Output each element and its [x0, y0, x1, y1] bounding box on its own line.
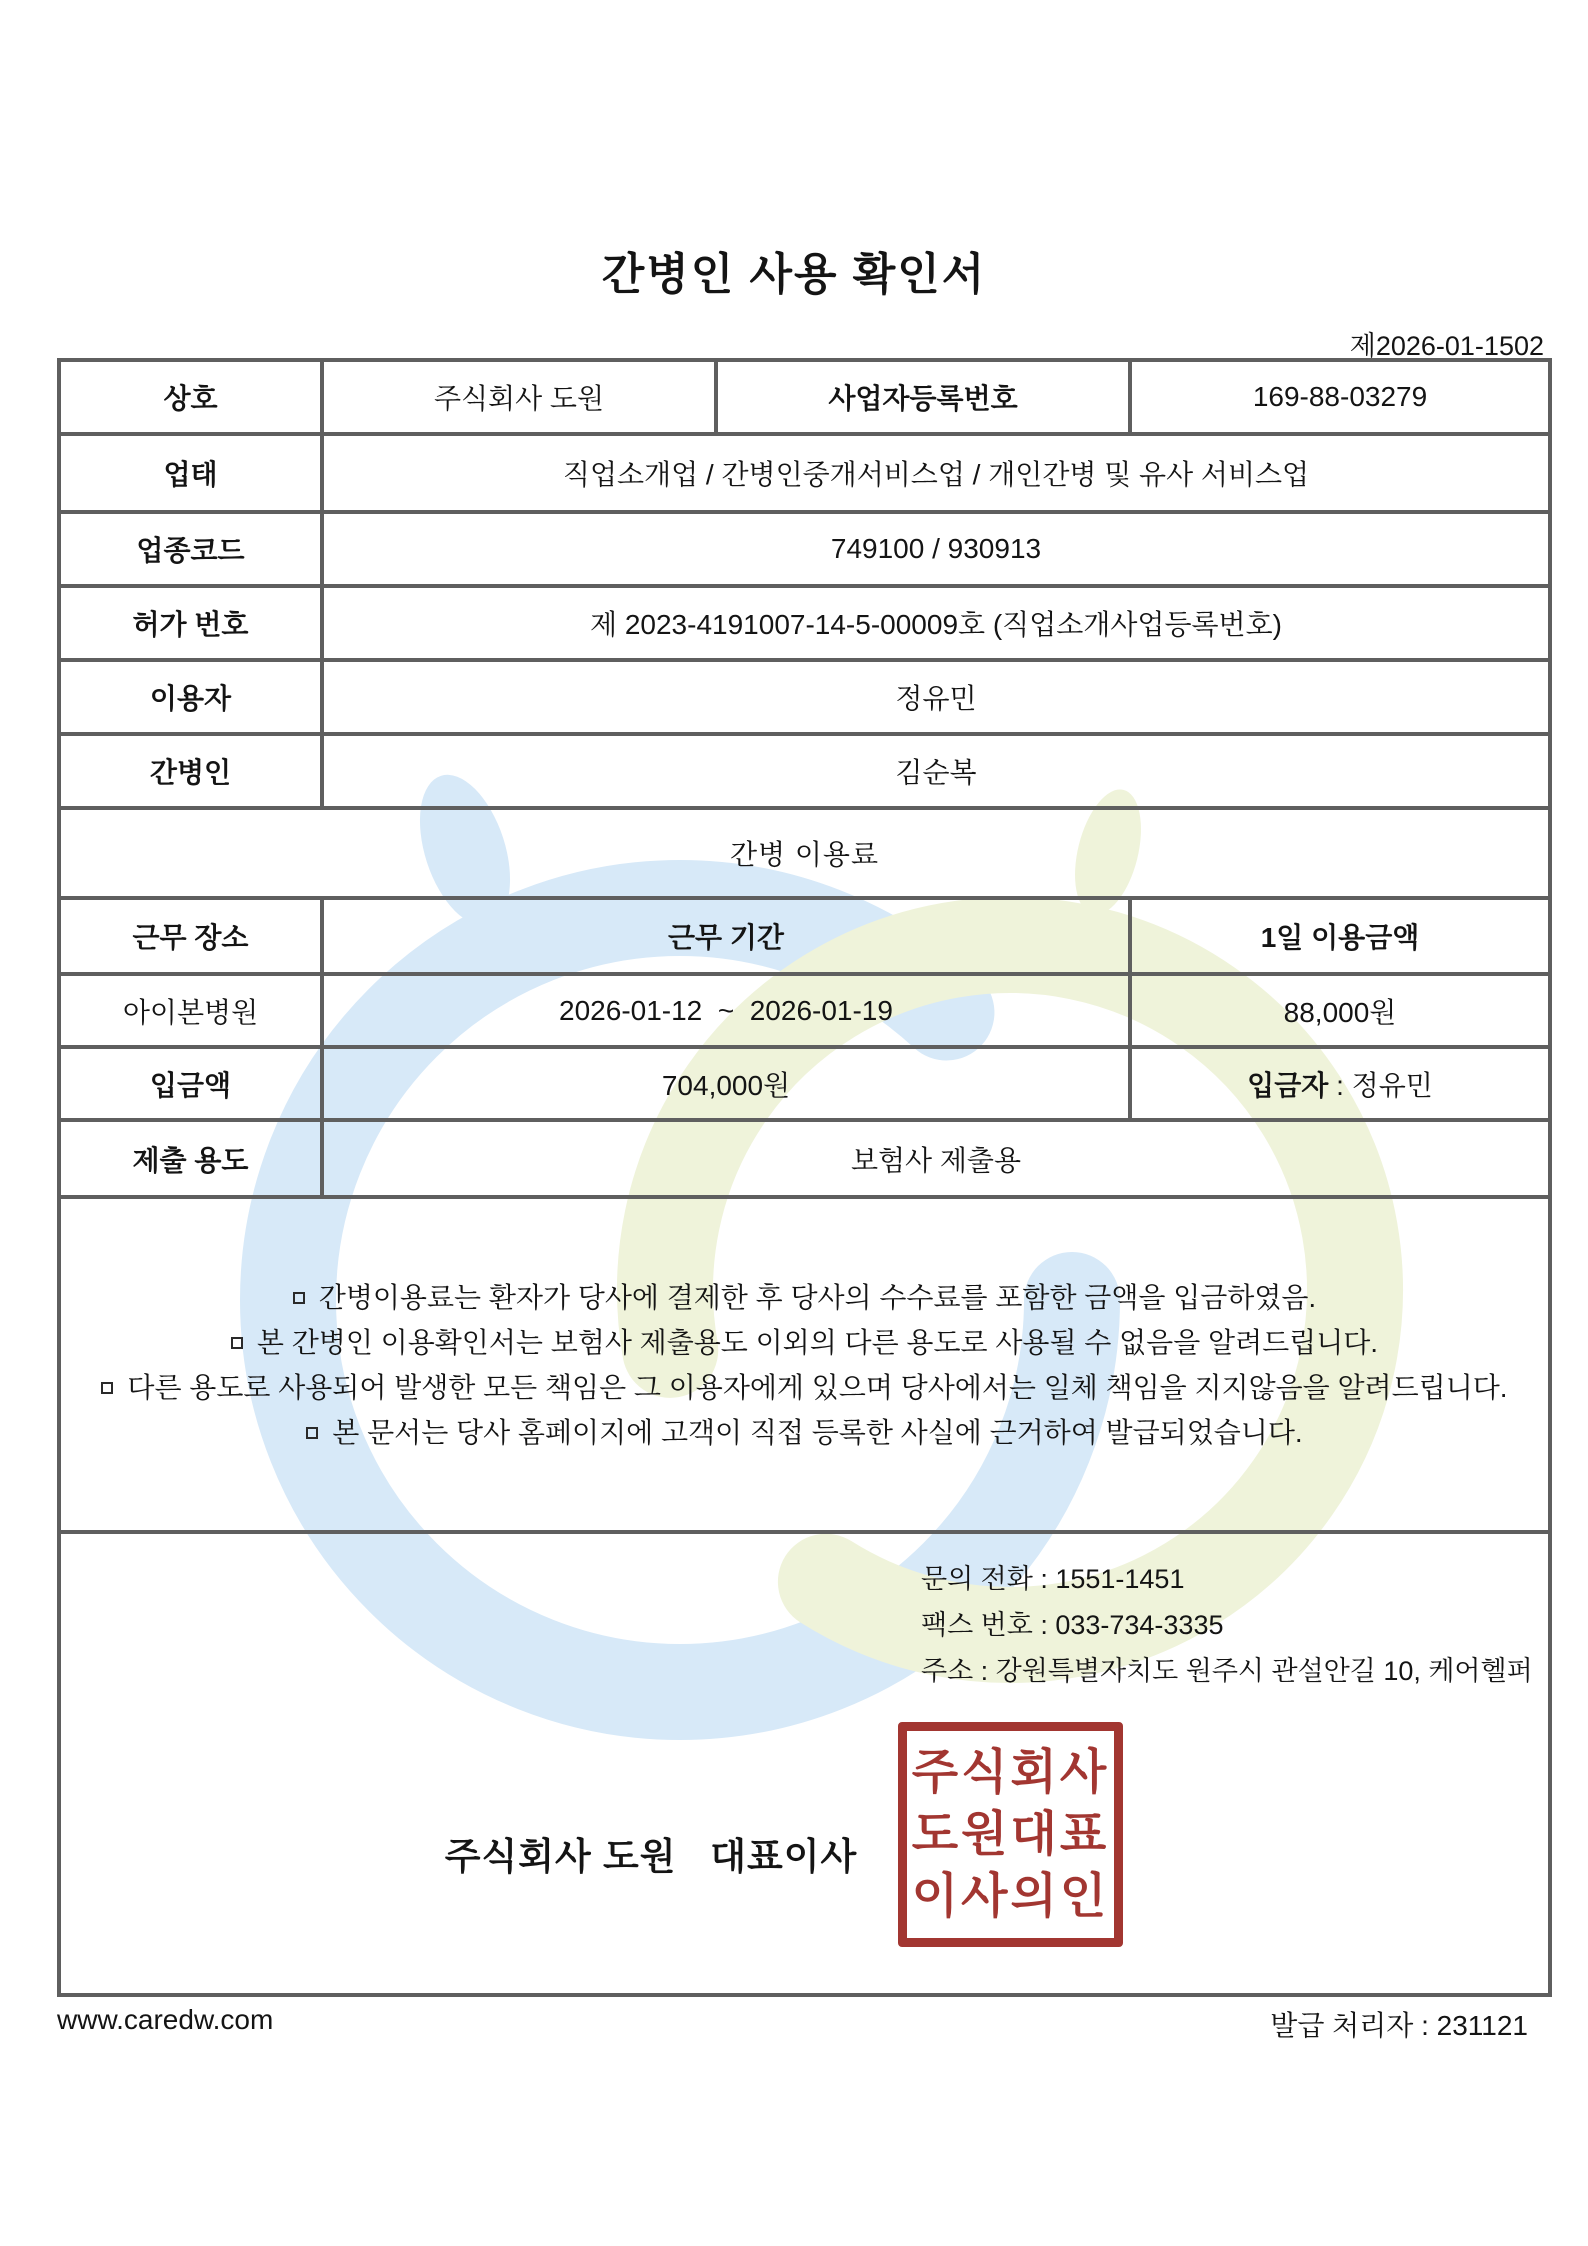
depositor-cell — [1130, 1047, 1550, 1120]
company-name-label: 상호 — [59, 360, 322, 434]
work-place-header: 근무 장소 — [59, 898, 322, 974]
issuer-id: 발급 처리자 : 231121 — [1270, 2010, 1528, 2041]
work-period-value: 2026-01-12 ~ 2026-01-19 — [322, 974, 1130, 1047]
table-row — [59, 434, 1550, 512]
stamp-line: 도원대표 — [911, 1807, 1110, 1861]
square-bullet-icon — [231, 1337, 243, 1349]
industry-code-label: 업종코드 — [59, 512, 322, 586]
table-row — [59, 808, 1550, 898]
table-row — [59, 512, 1550, 586]
stamp-line: 이사의인 — [911, 1869, 1110, 1923]
deposit-value: 704,000원 — [322, 1047, 1130, 1120]
depositor-value: : 정유민 — [1328, 1069, 1433, 1101]
depositor-label: 입금자 — [1247, 1069, 1329, 1101]
license-number-value: 제 2023-4191007-14-5-00009호 (직업소개사업등록번호) — [322, 586, 1550, 660]
table-row — [59, 1532, 1550, 1995]
purpose-label: 제출 용도 — [59, 1120, 322, 1197]
note-text: 본 간병인 이용확인서는 보험사 제출용도 이외의 다른 용도로 사용될 수 없음을 알려드립니다. — [256, 1326, 1379, 1358]
company-name-value: 주식회사 도원 — [322, 360, 716, 434]
table-row — [59, 586, 1550, 660]
note-item — [61, 1320, 1548, 1365]
contact-block — [921, 1556, 1533, 1694]
caregiver-label: 간병인 — [59, 734, 322, 808]
business-number-value: 169-88-03279 — [1130, 360, 1550, 434]
square-bullet-icon — [101, 1382, 113, 1394]
table-row — [59, 1197, 1550, 1532]
square-bullet-icon — [293, 1292, 305, 1304]
signature-box — [59, 1532, 1550, 1995]
industry-code-value: 749100 / 930913 — [322, 512, 1550, 586]
note-text: 간병이용료는 환자가 당사에 결제한 후 당사의 수수료를 포함한 금액을 입금하였음. — [318, 1281, 1317, 1313]
note-text: 다른 용도로 사용되어 발생한 모든 책임은 그 이용자에게 있으며 당사에서는 일체 책임을 지지않음을 알려드립니다. — [127, 1371, 1508, 1403]
notes-box — [59, 1197, 1550, 1532]
caregiver-value: 김순복 — [322, 734, 1550, 808]
purpose-value: 보험사 제출용 — [322, 1120, 1550, 1197]
user-value: 정유민 — [322, 660, 1550, 734]
confirmation-table — [57, 358, 1552, 1997]
license-number-label: 허가 번호 — [59, 586, 322, 660]
fee-section-title: 간병 이용료 — [59, 808, 1550, 898]
deposit-label: 입금액 — [59, 1047, 322, 1120]
website-url: www.caredw.com — [57, 2004, 274, 2035]
note-item — [61, 1410, 1548, 1455]
daily-fee-header: 1일 이용금액 — [1130, 898, 1550, 974]
note-item — [61, 1365, 1548, 1410]
table-row — [59, 734, 1550, 808]
table-row — [59, 360, 1550, 434]
contact-fax: 팩스 번호 : 033-734-3335 — [921, 1610, 1224, 1640]
business-type-value: 직업소개업 / 간병인중개서비스업 / 개인간병 및 유사 서비스업 — [322, 434, 1550, 512]
business-number-label: 사업자등록번호 — [716, 360, 1130, 434]
corporate-seal-stamp — [898, 1722, 1123, 1947]
table-row — [59, 898, 1550, 974]
contact-phone: 문의 전화 : 1551-1451 — [921, 1564, 1185, 1594]
square-bullet-icon — [306, 1427, 318, 1439]
business-type-label: 업태 — [59, 434, 322, 512]
user-label: 이용자 — [59, 660, 322, 734]
contact-address: 주소 : 강원특별자치도 원주시 관설안길 10, 케어헬퍼 — [921, 1656, 1533, 1686]
signature-text: 주식회사 도원 대표이사 — [444, 1836, 858, 1877]
document-number: 제2026-01-1502 — [1349, 331, 1544, 361]
note-text: 본 문서는 당사 홈페이지에 고객이 직접 등록한 사실에 근거하여 발급되었습니다. — [332, 1416, 1303, 1448]
notes-list — [61, 1275, 1548, 1455]
table-row — [59, 974, 1550, 1047]
daily-fee-value: 88,000원 — [1130, 974, 1550, 1047]
work-period-header: 근무 기간 — [322, 898, 1130, 974]
table-row — [59, 1047, 1550, 1120]
table-row — [59, 660, 1550, 734]
page-title: 간병인 사용 확인서 — [601, 250, 987, 299]
stamp-line: 주식회사 — [911, 1745, 1110, 1799]
note-item — [61, 1275, 1548, 1320]
work-place-value: 아이본병원 — [59, 974, 322, 1047]
table-row — [59, 1120, 1550, 1197]
